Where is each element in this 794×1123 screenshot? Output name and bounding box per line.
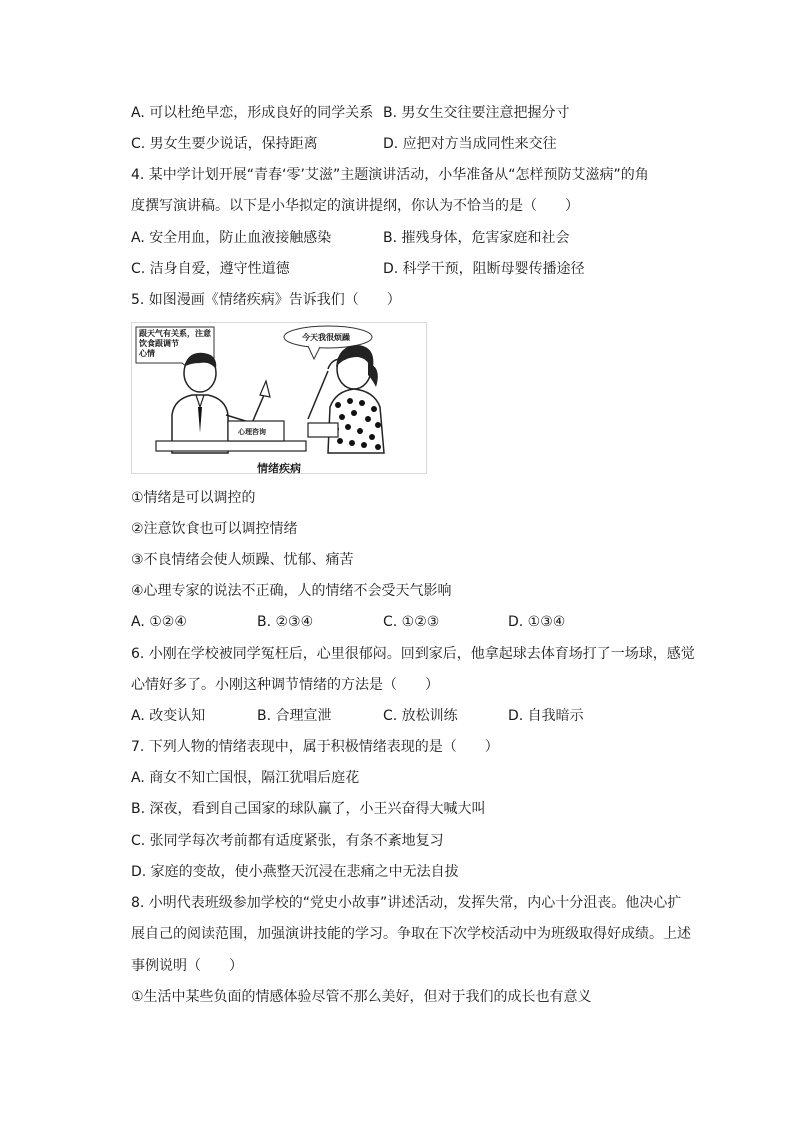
q6-option-a: A. 改变认知 — [131, 708, 206, 724]
q3-option-a: A. 可以杜绝早恋，形成良好的同学关系 — [131, 105, 374, 121]
comic-sign: 心理咨询 — [238, 428, 266, 436]
comic-emotion-disease — [131, 322, 427, 474]
q3-option-b: B. 男女生交往要注意把握分寸 — [383, 105, 570, 121]
q4-option-a: A. 安全用血，防止血液接触感染 — [131, 230, 332, 246]
q5-statement-3: ③不良情绪会使人烦躁、忧郁、痛苦 — [131, 552, 354, 568]
q4-stem-line2: 度撰写演讲稿。以下是小华拟定的演讲提纲，你认为不恰当的是（ ） — [131, 198, 579, 214]
q7-option-c: C. 张同学每次考前都有适度紧张，有条不紊地复习 — [131, 833, 444, 849]
q6-stem-line2: 心情好多了。小刚这种调节情绪的方法是（ ） — [131, 677, 439, 693]
q5-option-b: B. ②③④ — [257, 614, 314, 630]
q6-stem-line1: 6. 小刚在学校被同学冤枉后，心里很郁闷。回到家后，他拿起球去体育场打了一场球，感觉 — [131, 646, 695, 662]
comic-caption: 情绪疾病 — [257, 462, 301, 475]
q5-stem: 5. 如图漫画《情绪疾病》告诉我们（ ） — [131, 292, 401, 308]
comic-bubble-left-line1: 跟天气有关系，注意 — [139, 329, 211, 338]
q6-option-c: C. 放松训练 — [383, 708, 458, 724]
q8-stem-line2: 展自己的阅读范围，加强演讲技能的学习。争取在下次学校活动中为班级取得好成绩。上述 — [131, 926, 691, 942]
q7-option-b: B. 深夜，看到自己国家的球队赢了，小王兴奋得大喊大叫 — [131, 801, 486, 817]
q8-statement-1: ①生活中某些负面的情感体验尽管不那么美好，但对于我们的成长也有意义 — [131, 989, 592, 1005]
comic-bubble-right: 今天我很烦躁 — [302, 333, 350, 342]
q3-option-c: C. 男女生要少说话，保持距离 — [131, 136, 318, 152]
q8-stem-line1: 8. 小明代表班级参加学校的“党史小故事”讲述活动，发挥失常，内心十分沮丧。他决心扩 — [131, 895, 682, 911]
q5-statement-1: ①情绪是可以调控的 — [131, 490, 256, 506]
q5-option-d: D. ①③④ — [508, 614, 566, 630]
q4-stem-line1: 4. 某中学计划开展“青春‘零’艾滋”主题演讲活动，小华准备从“怎样预防艾滋病”的角 — [131, 167, 649, 183]
q4-option-b: B. 摧残身体，危害家庭和社会 — [383, 230, 570, 246]
comic-bubble-left-line2: 饮食跟调节 — [139, 339, 179, 348]
q4-option-d: D. 科学干预，阻断母婴传播途径 — [383, 261, 585, 277]
q3-option-d: D. 应把对方当成同性来交往 — [383, 136, 557, 152]
q7-stem: 7. 下列人物的情绪表现中，属于积极情绪表现的是（ ） — [131, 739, 499, 755]
q6-option-d: D. 自我暗示 — [508, 708, 584, 724]
q4-option-c: C. 洁身自爱，遵守性道德 — [131, 261, 290, 277]
q5-statement-2: ②注意饮食也可以调控情绪 — [131, 521, 298, 537]
q6-option-b: B. 合理宣泄 — [257, 708, 332, 724]
q5-option-a: A. ①②④ — [131, 614, 187, 630]
q8-stem-line3: 事例说明（ ） — [131, 958, 243, 974]
q5-option-c: C. ①②③ — [383, 614, 440, 630]
q7-option-a: A. 商女不知亡国恨，隔江犹唱后庭花 — [131, 770, 360, 786]
q5-statement-4: ④心理专家的说法不正确，人的情绪不会受天气影响 — [131, 583, 452, 599]
comic-bubble-left-line3: 心情 — [139, 349, 155, 358]
q7-option-d: D. 家庭的变故，使小燕整天沉浸在悲痛之中无法自拔 — [131, 864, 459, 880]
